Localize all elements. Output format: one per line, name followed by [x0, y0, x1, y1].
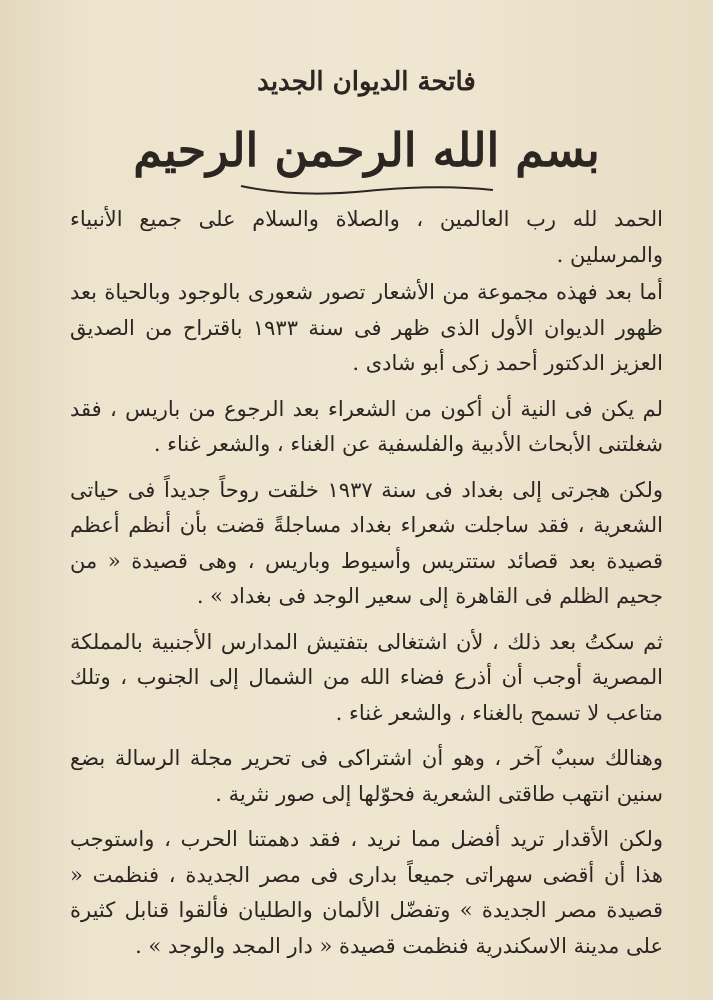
paragraph: الحمد لله رب العالمين ، والصلاة والسلام على جميع الأنبياء والمرسلين .	[70, 207, 663, 267]
paragraph: ولكن الأقدار تريد أفضل مما نريد ، فقد دهمتنا الحرب ، واستوجب هذا أن أقضى سهراتى جميعاً بدارى فى مصر الجديدة ، فنظمت « قصيدة مصر الجديدة » وتفضّل الألمان والطليان فألقوا قنابل كثيرة على مدينة الاسكندرية فنظمت قصيدة « دار المجد والوجد » .	[70, 827, 663, 958]
basmala-calligraphy: بسم الله الرحمن الرحيم	[133, 123, 600, 177]
paragraph: أما بعد فهذه مجموعة من الأشعار تصور شعورى بالوجود وبالحياة بعد ظهور الديوان الأول الذى ظهر فى سنة ١٩٣٣ باقتراح من الصديق العزيز الدكتور أحمد زكى أبو شادى .	[70, 280, 663, 375]
page-title: فاتحة الديوان الجديد	[257, 67, 476, 97]
paragraph: لم يكن فى النية أن أكون من الشعراء بعد الرجوع من باريس ، فقد شغلتنى الأبحاث الأدبية والفلسفية عن الغناء ، والشعر غناء .	[70, 396, 663, 456]
paragraph: ولكن هجرتى إلى بغداد فى سنة ١٩٣٧ خلقت روحاً جديداً فى حياتى الشعرية ، فقد ساجلت شعراء بغداد مساجلةً قضت بأن أنظم أعظم قصيدة بعد قصائد ستتريس وأسيوط وباريس ، وهى قصيدة « من جحيم الظلم فى القاهرة إلى سعير الوجد فى بغداد » .	[70, 477, 664, 608]
paragraph: ثم سكتُ بعد ذلك ، لأن اشتغالى بتفتيش المدارس الأجنبية بالمملكة المصرية أوجب أن أذرع فضاء الله من الشمال إلى الجنوب ، وتلك متاعب لا تسمح بالغناء ، والشعر غناء .	[70, 629, 663, 725]
paragraph: وهنالك سببٌ آخر ، وهو أن اشتراكى فى تحرير مجلة الرسالة بضع سنين انتهب طاقتى الشعرية فحوّلها إلى صور نثرية .	[70, 746, 663, 806]
page-body	[70, 202, 663, 964]
